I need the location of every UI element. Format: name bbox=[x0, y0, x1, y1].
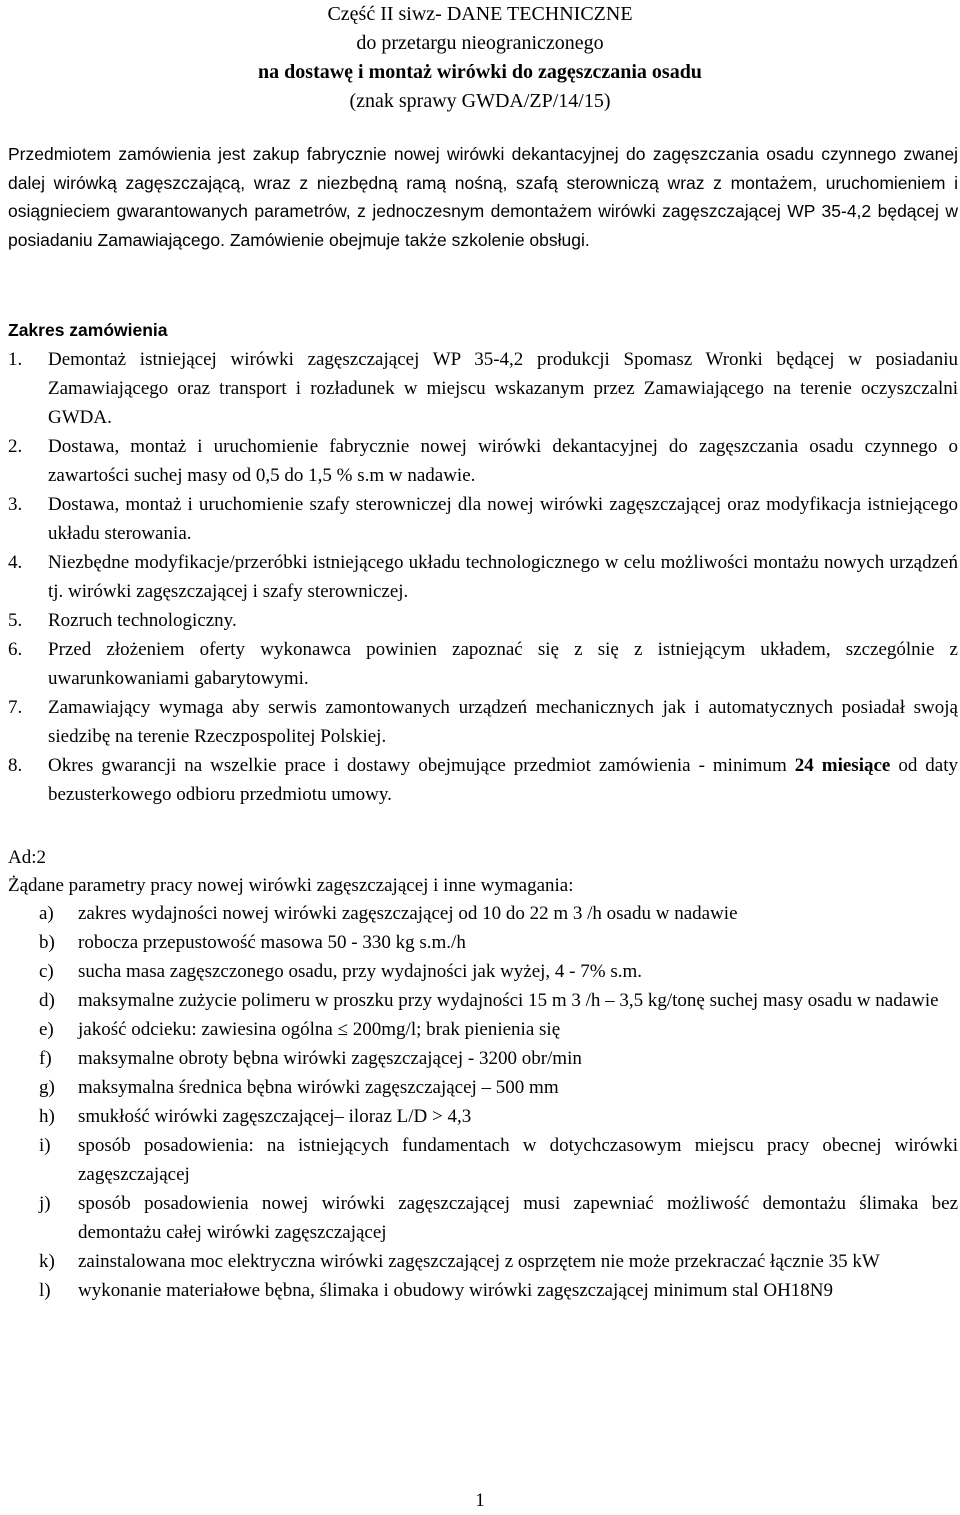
requirement-letter: b) bbox=[39, 932, 55, 953]
scope-item-text: Rozruch technologiczny. bbox=[48, 610, 237, 631]
scope-item-number: 3. bbox=[8, 494, 23, 515]
requirement-letter: h) bbox=[39, 1106, 55, 1127]
requirement-text: zakres wydajności nowej wirówki zagęszczającej od 10 do 22 m 3 /h osadu w nadawie bbox=[78, 903, 738, 924]
scope-item-number: 6. bbox=[8, 639, 23, 660]
requirement-text: robocza przepustowość masowa 50 - 330 kg s.m./h bbox=[78, 932, 466, 953]
warranty-period: 24 miesiące bbox=[794, 755, 891, 776]
document-header bbox=[0, 0, 960, 116]
requirement-item bbox=[8, 957, 958, 986]
header-subject-line: na dostawę i montaż wirówki do zagęszczania osadu bbox=[258, 61, 702, 83]
scope-item-number: 8. bbox=[8, 755, 23, 776]
intro-sentence-1: Przedmiotem zamówienia jest zakup fabrycznie nowej wirówki dekantacyjnej do zagęszczania osadu czynnego zwanej dalej wirówką zagęszczającą, wraz z niezbędną ramą nośną, szafą sterowniczą wraz z montażem, uruchomieniem i osiągnieciem gwarantowanych parametrów, z jednoczesnym demontażem wirówki zagęszczającej WP 35-4,2 będącej w posiadaniu Zamawiającego. bbox=[8, 144, 958, 250]
scope-item bbox=[8, 693, 958, 751]
scope-item bbox=[8, 548, 958, 606]
scope-item-number: 5. bbox=[8, 610, 23, 631]
scope-list bbox=[8, 345, 958, 809]
scope-item-number: 7. bbox=[8, 697, 23, 718]
intro-text bbox=[8, 140, 958, 254]
requirement-letter: g) bbox=[39, 1077, 55, 1098]
requirement-text: maksymalne zużycie polimeru w proszku przy wydajności 15 m 3 /h – 3,5 kg/tonę suchej masy osadu w nadawie bbox=[78, 990, 939, 1011]
ad-lead-text: Żądane parametry pracy nowej wirówki zagęszczającej i inne wymagania: bbox=[8, 875, 574, 896]
scope-item-text: Demontaż istniejącej wirówki zagęszczającej WP 35-4,2 produkcji Spomasz Wronki będącej w posiadaniu Zamawiającego oraz transport i rozładunek w miejscu wskazanym przez Zamawiającego na terenie oczyszczalni GWDA. bbox=[48, 349, 958, 428]
requirement-item bbox=[8, 1276, 958, 1305]
requirement-text: smukłość wirówki zagęszczającej– iloraz L/D > 4,3 bbox=[78, 1106, 472, 1127]
header-case-reference: (znak sprawy GWDA/ZP/14/15) bbox=[349, 90, 611, 112]
requirement-text: wykonanie materiałowe bębna, ślimaka i obudowy wirówki zagęszczającej minimum stal OH18N9 bbox=[78, 1280, 834, 1301]
scope-item bbox=[8, 345, 958, 432]
header-procedure-line: do przetargu nieograniczonego bbox=[356, 32, 604, 54]
scope-item-number: 2. bbox=[8, 436, 23, 457]
scope-item-text: Zamawiający wymaga aby serwis zamontowanych urządzeń mechanicznych jak i automatycznych posiadał swoją siedzibę na terenie Rzeczpospolitej Polskiej. bbox=[48, 697, 958, 747]
warranty-text-before: Okres gwarancji na wszelkie prace i dostawy obejmujące przedmiot zamówienia - minimum bbox=[48, 755, 795, 776]
requirement-letter: l) bbox=[39, 1280, 51, 1301]
ad-heading: Ad:2 bbox=[8, 847, 46, 868]
scope-item bbox=[8, 490, 958, 548]
requirement-text: jakość odcieku: zawiesina ogólna ≤ 200mg/l; brak pienienia się bbox=[78, 1019, 561, 1040]
requirement-text: sposób posadowienia: na istniejących fundamentach w dotychczasowym miejscu pracy obecnej wirówki zagęszczającej bbox=[78, 1135, 958, 1185]
requirement-letter: j) bbox=[39, 1193, 51, 1214]
requirement-letter: i) bbox=[39, 1135, 51, 1156]
requirement-text: zainstalowana moc elektryczna wirówki zagęszczającej z osprzętem nie może przekraczać łącznie 35 kW bbox=[78, 1251, 880, 1272]
requirement-item bbox=[8, 1073, 958, 1102]
requirement-letter: k) bbox=[39, 1251, 55, 1272]
scope-item-text: Dostawa, montaż i uruchomienie fabrycznie nowej wirówki dekantacyjnej do zagęszczania osadu czynnego o zawartości suchej masy od 0,5 do 1,5 % s.m w nadawie. bbox=[48, 436, 958, 486]
scope-item-number: 4. bbox=[8, 552, 23, 573]
scope-item-number: 1. bbox=[8, 349, 23, 370]
scope-item bbox=[8, 606, 958, 635]
scope-item-text: Niezbędne modyfikacje/przeróbki istniejącego układu technologicznego w celu możliwości montażu nowych urządzeń tj. wirówki zagęszczającej i szafy sterowniczej. bbox=[48, 552, 958, 602]
requirement-item bbox=[8, 1015, 958, 1044]
requirement-text: maksymalne obroty bębna wirówki zagęszczającej - 3200 obr/min bbox=[78, 1048, 582, 1069]
requirement-letter: e) bbox=[39, 1019, 54, 1040]
requirement-letter: c) bbox=[39, 961, 54, 982]
scope-item-warranty bbox=[8, 751, 958, 809]
requirement-item bbox=[8, 986, 958, 1015]
page-number: 1 bbox=[475, 1490, 485, 1511]
requirement-text: sucha masa zagęszczonego osadu, przy wydajności jak wyżej, 4 - 7% s.m. bbox=[78, 961, 643, 982]
requirement-item bbox=[8, 928, 958, 957]
requirements-list bbox=[8, 899, 958, 1305]
scope-item bbox=[8, 432, 958, 490]
requirement-item bbox=[8, 1102, 958, 1131]
intro-paragraph bbox=[8, 140, 958, 254]
requirement-item bbox=[8, 1044, 958, 1073]
requirement-letter: f) bbox=[39, 1048, 52, 1069]
header-title-line: Część II siwz- DANE TECHNICZNE bbox=[327, 3, 633, 25]
warranty-text-after: od daty bezusterkowego odbioru przedmiotu umowy. bbox=[48, 755, 959, 805]
scope-item-text: Przed złożeniem oferty wykonawca powinien zapoznać się z się z istniejącym układem, szczególnie z uwarunkowaniami gabarytowymi. bbox=[48, 639, 958, 689]
requirement-text: maksymalna średnica bębna wirówki zagęszczającej – 500 mm bbox=[78, 1077, 559, 1098]
scope-item-text: Dostawa, montaż i uruchomienie szafy sterowniczej dla nowej wirówki zagęszczającej oraz modyfikacja istniejącego układu sterowania. bbox=[48, 494, 958, 544]
scope-item-text bbox=[48, 751, 958, 809]
intro-sentence-2: Zamówienie obejmuje także szkolenie obsługi. bbox=[224, 229, 590, 250]
requirement-letter: d) bbox=[39, 990, 55, 1011]
scope-heading: Zakres zamówienia bbox=[8, 320, 168, 340]
requirement-item bbox=[8, 899, 958, 928]
requirement-item bbox=[8, 1189, 958, 1247]
requirement-text: sposób posadowienia nowej wirówki zagęszczającej musi zapewniać możliwość demontażu ślimaka bez demontażu całej wirówki zagęszczającej bbox=[78, 1193, 958, 1243]
requirement-letter: a) bbox=[39, 903, 54, 924]
scope-item bbox=[8, 635, 958, 693]
requirement-item bbox=[8, 1247, 958, 1276]
requirement-item bbox=[8, 1131, 958, 1189]
